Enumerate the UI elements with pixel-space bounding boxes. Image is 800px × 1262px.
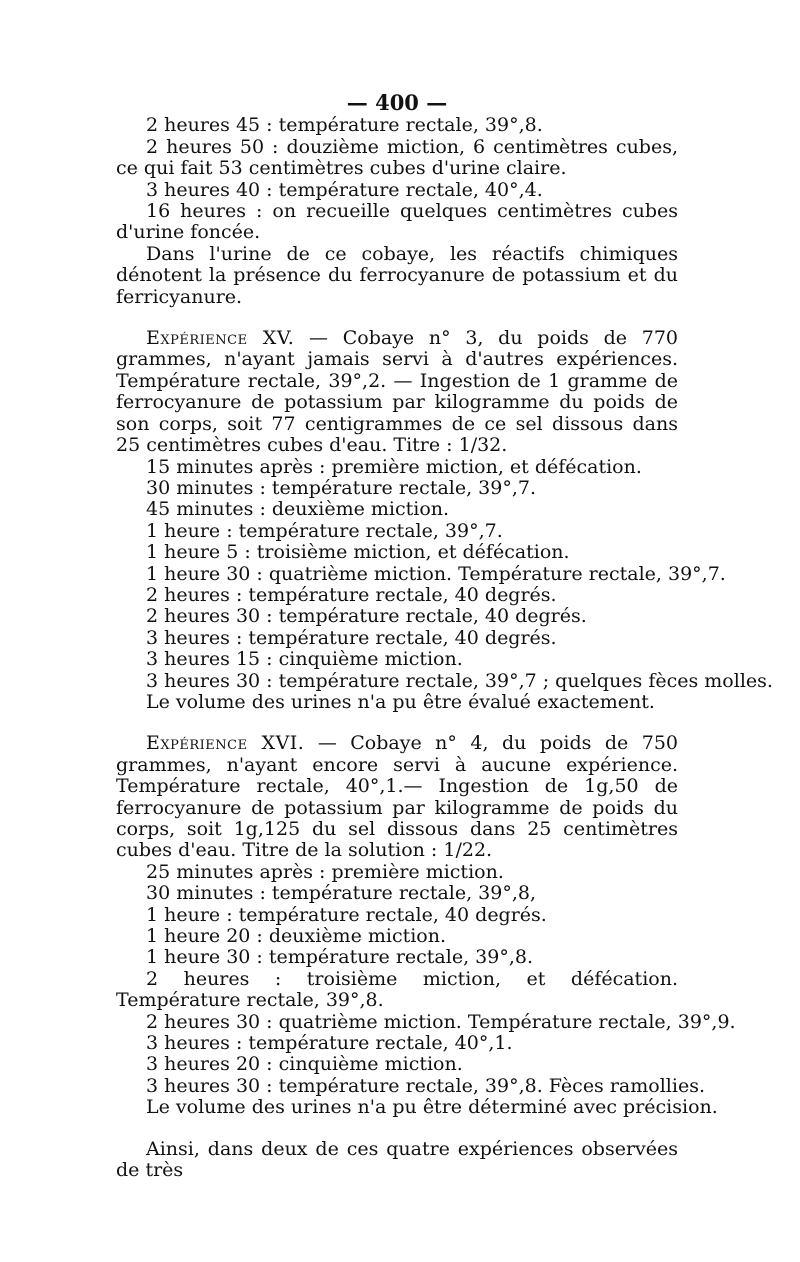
experiment-15-entry: 1 heure : température rectale, 39°,7. <box>146 519 503 542</box>
experiment-15-entry: 2 heures : température rectale, 40 degrés. <box>146 583 557 606</box>
experiment-16-entry: 2 heures 30 : quatrième miction. Température rectale, 39°,9. <box>146 1010 736 1033</box>
experiment-15-entry: 30 minutes : température rectale, 39°,7. <box>146 476 537 499</box>
experiment-15-entry: Le volume des urines n'a pu être évalué exactement. <box>146 690 655 713</box>
intro-line: 16 heures : on recueille quelques centimètres cubes d'urine foncée. <box>116 200 678 244</box>
experiment-16-entry: 1 heure : température rectale, 40 degrés. <box>146 903 547 926</box>
page-number: — 400 — <box>346 90 448 115</box>
intro-line: 2 heures 50 : douzième miction, 6 centimètres cubes, ce qui fait 53 centimètres cubes d'urine claire. <box>116 135 678 180</box>
page-body <box>116 90 773 1182</box>
experiment-16-entry: 1 heure 20 : deuxième miction. <box>146 925 447 948</box>
experiment-16-entry: 25 minutes après : première miction. <box>146 860 504 883</box>
experiment-15-paragraph <box>116 328 678 456</box>
experiment-15-entry: 2 heures 30 : température rectale, 40 degrés. <box>146 605 587 628</box>
experiment-15-label: Expérience XV. <box>146 327 295 350</box>
closing-paragraph: Ainsi, dans deux de ces quatre expériences observées de très <box>116 1137 678 1182</box>
experiment-15-entry: 3 heures 30 : température rectale, 39°,7 ; quelques fèces molles. <box>146 669 773 692</box>
experiment-15-entry: 1 heure 5 : troisième miction, et défécation. <box>146 541 570 564</box>
experiment-15-entry: 15 minutes après : première miction, et défécation. <box>146 455 642 478</box>
experiment-16-paragraph <box>116 733 678 861</box>
intro-line: Dans l'urine de ce cobaye, les réactifs chimiques dénotent la présence du ferrocyanure de potassium et du ferricyanure. <box>116 242 678 308</box>
experiment-15-entry: 1 heure 30 : quatrième miction. Température rectale, 39°,7. <box>146 562 726 585</box>
experiment-16-entry: Le volume des urines n'a pu être déterminé avec précision. <box>146 1096 718 1119</box>
experiment-15-entry: 3 heures : température rectale, 40 degrés. <box>146 626 557 649</box>
experiment-16-text: — Cobaye n° 4, du poids de 750 grammes, n'ayant encore servi à aucune expérience. Température rectale, 40°,1.— Ingestion de 1g,50 de ferrocyanure de potassium par kilogramme de poids du corps, soit 1g,125 du sel dissous dans 25 centimètres cubes d'eau. Titre de la solution : 1/22. <box>116 732 679 862</box>
experiment-16-entry: 3 heures 30 : température rectale, 39°,8. Fèces ramollies. <box>146 1074 705 1097</box>
experiment-16-label: Expérience XVI. <box>146 732 305 755</box>
experiment-16-entry: 2 heures : troisième miction, et défécation. Température rectale, 39°,8. <box>116 967 678 1012</box>
intro-line: 3 heures 40 : température rectale, 40°,4. <box>146 178 543 201</box>
experiment-15-entry: 45 minutes : deuxième miction. <box>146 498 450 521</box>
experiment-16-entry: 3 heures 20 : cinquième miction. <box>146 1053 463 1076</box>
experiment-16-entry: 3 heures : température rectale, 40°,1. <box>146 1032 513 1055</box>
experiment-15-entry: 3 heures 15 : cinquième miction. <box>146 648 463 671</box>
experiment-16-entry: 1 heure 30 : température rectale, 39°,8. <box>146 946 533 969</box>
experiment-16-entry: 30 minutes : température rectale, 39°,8, <box>146 882 537 905</box>
intro-line: 2 heures 45 : température rectale, 39°,8. <box>146 114 543 137</box>
experiment-15-text: — Cobaye n° 3, du poids de 770 grammes, n'ayant jamais servi à d'autres expériences. Température rectale, 39°,2. — Ingestion de 1 gramme de ferrocyanure de potassium par kilogramme du poids de son corps, soit 77 centigrammes de ce sel dissous dans 25 centimètres cubes d'eau. Titre : 1/32. <box>116 327 679 457</box>
